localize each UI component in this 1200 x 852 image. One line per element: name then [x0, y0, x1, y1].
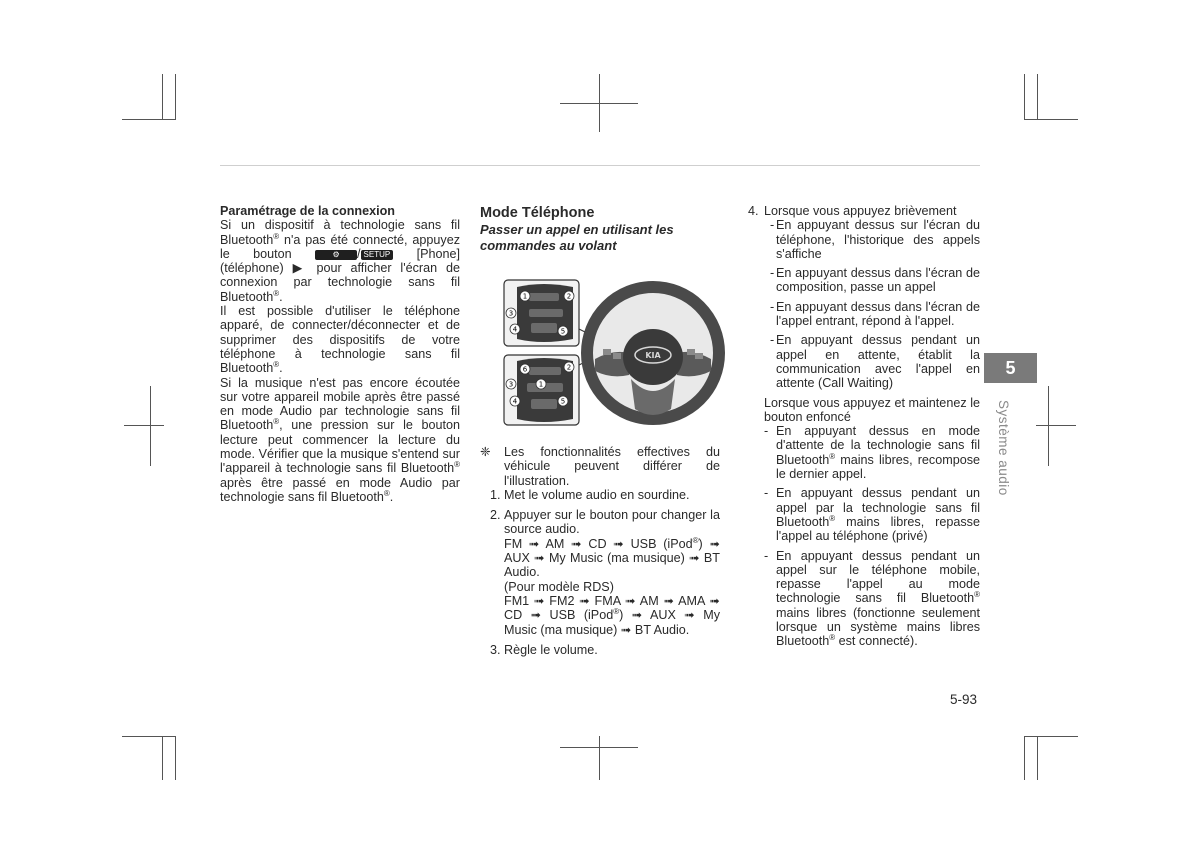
- setup-button-icon: SETUP: [361, 250, 394, 260]
- crop-mark: [162, 736, 163, 780]
- kia-logo: KIA: [645, 351, 661, 360]
- callout-label: 6: [522, 365, 528, 374]
- crop-mark: [1036, 425, 1076, 426]
- paragraph: Si la musique n'est pas encore écoutée sur votre appareil mobile après être passé en mode Audio par technologie sans fil Bluetooth®, une pression sur le bouton lecture peut commencer la lecture du mode. Vérifier que la musique s'entend sur l'appareil à technologie sans fil Bluetooth® après être passé en mode Audio par technologie sans fil Bluetooth®.: [220, 375, 460, 504]
- list-subitem: - En appuyant dessus en mode d'attente de la technologie sans fil Bluetooth® mains libres, recompose le dernier appel.: [764, 424, 980, 482]
- steering-wheel: [587, 287, 719, 419]
- crop-mark: [599, 736, 600, 780]
- callout-label: 3: [508, 380, 514, 389]
- crop-mark: [1024, 74, 1025, 120]
- crop-mark: [1048, 386, 1049, 466]
- left-column: [220, 204, 460, 504]
- right-column: [748, 204, 980, 649]
- callout-label: 4: [512, 325, 518, 334]
- crop-mark: [1024, 736, 1025, 780]
- callout-label: 3: [508, 309, 514, 318]
- list-item: 2. Appuyer sur le bouton pour changer la source audio. FM ➟ AM ➟ CD ➟ USB (iPod®) ➟ AUX ➟ My Music (ma musique) ➟ BT Audio. (Pour modèle RDS) FM1 ➟ FM2 ➟ FMA ➟ AM ➟ AMA ➟ CD ➟ USB (iPod®) ➟ AUX ➟ My Music (ma musique) ➟ BT Audio.: [490, 508, 721, 637]
- steering-wheel-figure: [503, 279, 731, 429]
- crop-mark: [124, 425, 164, 426]
- chapter-title: Système audio: [996, 400, 1011, 496]
- callout-label: 5: [560, 397, 566, 406]
- crop-mark: [150, 386, 151, 466]
- callout-label: 1: [538, 380, 544, 389]
- list-subitem: - En appuyant dessus pendant un appel en attente, établit la communication avec l'appel en attente (Call Waiting): [770, 333, 980, 391]
- note: ❈ Les fonctionnalités effectives du véhicule peuvent différer de l'illustration.: [480, 445, 720, 488]
- note-symbol-icon: ❈: [480, 445, 491, 459]
- crop-mark: [122, 736, 176, 737]
- chapter-number-tab: 5: [984, 353, 1037, 383]
- crop-mark: [1024, 119, 1078, 120]
- callout-label: 5: [560, 327, 566, 336]
- crop-mark: [175, 74, 176, 120]
- list-subitem: - En appuyant dessus sur l'écran du téléphone, l'historique des appels s'affiche: [770, 218, 980, 261]
- list-subitem: - En appuyant dessus pendant un appel sur le téléphone mobile, repasse l'appel au mode technologie sans fil Bluetooth® mains libres (fonctionne seulement lorsque un système mains libres Bluetooth® est connecté).: [764, 548, 980, 649]
- callout-label: 2: [566, 292, 572, 301]
- callout-label: 4: [512, 397, 518, 406]
- crop-mark: [122, 119, 176, 120]
- page-number: 5-93: [950, 692, 978, 707]
- crop-mark: [162, 74, 163, 120]
- list-item: 1. Met le volume audio en sourdine.: [490, 487, 690, 502]
- crop-mark: [560, 103, 638, 104]
- paragraph: Il est possible d'utiliser le téléphone apparé, de connecter/déconnecter et de supprimer des dispositifs de votre téléphone à technologie sans fil Bluetooth®.: [220, 304, 460, 376]
- crop-mark: [1037, 74, 1038, 120]
- list-subitem: - En appuyant dessus dans l'écran de l'appel entrant, répond à l'appel.: [770, 299, 980, 329]
- section-subtitle: Passer un appel en utilisant les commandes au volant: [480, 222, 674, 254]
- paragraph: Lorsque vous appuyez et maintenez le bouton enfoncé: [764, 395, 980, 424]
- list-item: 3. Règle le volume.: [490, 642, 598, 657]
- crop-mark: [175, 736, 176, 780]
- section-title: Mode Téléphone: [480, 205, 595, 221]
- settings-gear-button-icon: ⚙: [315, 250, 357, 260]
- section-heading: Paramétrage de la connexion: [220, 204, 395, 218]
- list-subitem: - En appuyant dessus pendant un appel par la technologie sans fil Bluetooth® mains libres, repasse l'appel au téléphone (privé): [764, 486, 980, 544]
- list-item: 4. Lorsque vous appuyez brièvement: [748, 204, 957, 218]
- crop-mark: [1037, 736, 1038, 780]
- middle-column-list: [480, 445, 720, 657]
- crop-mark: [1024, 736, 1078, 737]
- middle-column: [480, 206, 720, 254]
- paragraph: Si un dispositif à technologie sans fil Bluetooth® n'a pas été connecté, appuyez le bouton ⚙ / SETUP [Phone] (téléphone) ▶ pour afficher l'écran de connexion par technologie sans fil Bluetooth®.: [220, 218, 460, 304]
- crop-mark: [560, 747, 638, 748]
- arrow-right-icon: ▶: [292, 261, 308, 276]
- callout-label: 2: [566, 363, 572, 372]
- header-rule: [220, 165, 980, 166]
- list-subitem: - En appuyant dessus dans l'écran de composition, passe un appel: [770, 266, 980, 295]
- callout-label: 1: [522, 292, 528, 301]
